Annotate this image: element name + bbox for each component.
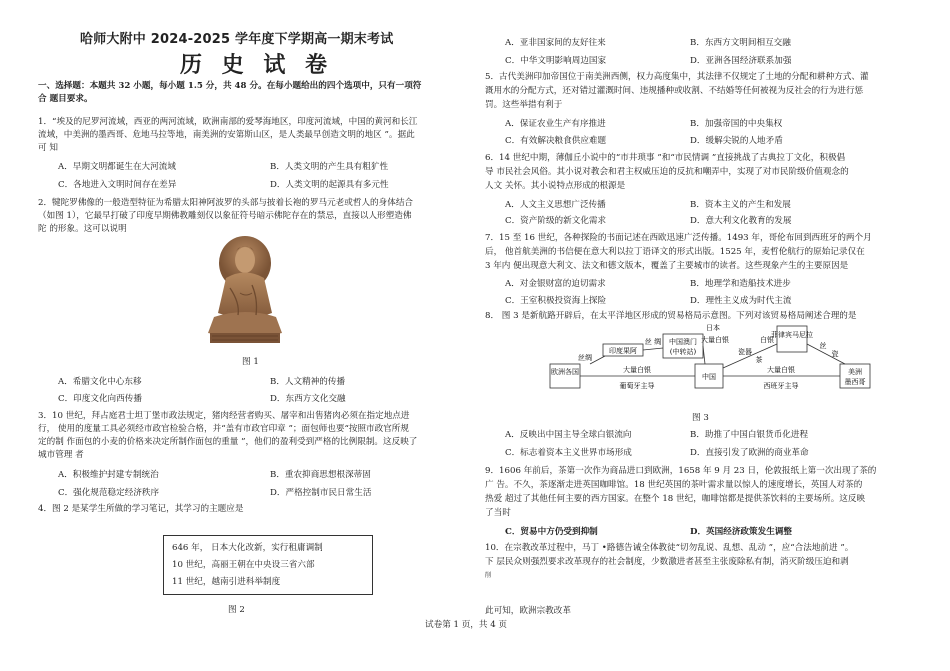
q7-line: 后， 他首航美洲的书信便在意大利以拉丁语译文的形式出版。1525 年，麦哲伦航行的原始记录仅在 bbox=[485, 247, 865, 257]
q1-line: 可 知 bbox=[38, 143, 58, 153]
page-footer: 试卷第 1 页，共 4 页 bbox=[425, 620, 508, 630]
section1-instructions-line2: 合 题目要求。 bbox=[38, 94, 93, 104]
q8-option-a[interactable]: A．反映出中国主导全球白银流向 bbox=[505, 430, 632, 440]
label-silver-flow2: 大量白银 bbox=[767, 366, 795, 374]
q5-option-a[interactable]: A．保证农业生产有序推进 bbox=[505, 119, 606, 129]
notes-line: 10 世纪，高丽王朝在中央设三省六部 bbox=[172, 560, 315, 570]
label-route-es: 西班牙主导 bbox=[763, 382, 799, 390]
label-porcelain: 瓷器 bbox=[738, 348, 752, 356]
q7-option-a[interactable]: A．对金银财富的迫切需求 bbox=[505, 279, 606, 289]
label-porcelain2: 瓷 bbox=[831, 350, 839, 358]
notes-line: 646 年， 日本大化改新，实行租庸调制 bbox=[172, 543, 323, 553]
q5-line: 罚。这些举措有利于 bbox=[485, 100, 563, 110]
q1-option-c[interactable]: C．各地进入文明时间存在差异 bbox=[58, 180, 177, 190]
figure2-notes-box bbox=[163, 535, 373, 595]
section1-instructions-line1: 一、选择题：本题共 32 小题，每小题 1.5 分，共 48 分。在每小题给出的四个选项中，只有一项符 bbox=[38, 81, 422, 91]
q9-option-c[interactable]: C．贸易中方仍受到抑制 bbox=[505, 527, 598, 537]
label-silver-flow: 大量白银 bbox=[623, 366, 651, 374]
q3-line: 定的制 作面包的小麦的价格来决定所制作面包的重量 ”，他们的盈利受到严格的比例限制。这反映了 bbox=[38, 437, 418, 447]
q8-option-b[interactable]: B．助推了中国白银货币化进程 bbox=[690, 430, 809, 440]
q5-option-c[interactable]: C．有效解决粮食供应难题 bbox=[505, 136, 607, 146]
label-india-goa: 印度果阿 bbox=[609, 347, 637, 355]
q2-line: （如图 1），它最早打破了印度早期佛教雕刻仅以象征符号暗示佛陀存在的禁忌，直接以人形塑造佛 bbox=[38, 211, 412, 221]
q7-option-d[interactable]: D．理性主义成为时代主流 bbox=[690, 296, 792, 306]
q2-option-d[interactable]: D．东西方文化交融 bbox=[270, 394, 346, 404]
q5-line: 溉用水的分配方式，还对错过灌溉时间、违规播种或收割、不结婚等任何被视为反社会的行为进行惩 bbox=[485, 86, 864, 96]
subject-title: 历 史 试 卷 bbox=[180, 52, 333, 78]
q3-option-a[interactable]: A．积极维护封建专制统治 bbox=[58, 470, 159, 480]
figure1-caption: 图 1 bbox=[242, 357, 259, 367]
trade-pattern-diagram bbox=[545, 322, 875, 402]
label-europe: 欧洲各国 bbox=[551, 368, 579, 376]
q4-line: 4．图 2 是某学生所做的学习笔记，其学习的主题应是 bbox=[38, 504, 244, 514]
box-manila bbox=[777, 326, 807, 352]
q3-option-d[interactable]: D．严格控制市民日常生活 bbox=[270, 488, 372, 498]
label-route-pt: 葡萄牙主导 bbox=[619, 382, 655, 390]
q8-line: 8． 图 3 是新航路开辟后，在太平洋地区形成的贸易格局示意图。下列对该贸易格局阐述合理的是 bbox=[485, 311, 857, 321]
q5-option-d[interactable]: D．缓解尖锐的人地矛盾 bbox=[690, 136, 783, 146]
q9-line: 广 告。不久，茶逐渐走进英国咖啡馆。18 世纪英国的茶叶需求量以惊人的速度增长，英国人对茶的 bbox=[485, 480, 863, 490]
q3-option-b[interactable]: B．重农抑商思想根深蒂固 bbox=[270, 470, 371, 480]
figure2-caption: 图 2 bbox=[228, 605, 245, 615]
q6-line: 导 市民社会风俗。其小说对教会和君主权威压迫的反抗和嘲弄中，实现了对市民阶级价值观念的 bbox=[485, 167, 849, 177]
q5-line: 5．古代美洲印加帝国位于南美洲西侧，权力高度集中，其法律不仅规定了土地的分配和耕种方式、灌 bbox=[485, 72, 869, 82]
q10-line: 削 bbox=[485, 572, 492, 579]
q9-line: 了当时 bbox=[485, 508, 511, 518]
q1-line: 1．“埃及的尼罗河流域，西亚的两河流域，欧洲南部的爱琴海地区，印度河流域，中国的黄河和长江 bbox=[38, 117, 418, 127]
q7-line: 7．15 至 16 世纪，各种探险的书面记述在西欧迅速广泛传播。1493 年，哥伦布回到西班牙的两个月 bbox=[485, 233, 872, 243]
school-header: 哈师大附中 2024-2025 学年度下学期高一期末考试 bbox=[80, 32, 394, 47]
label-mexico: 墨西哥 bbox=[844, 378, 866, 386]
q7-option-c[interactable]: C．王室积极投资海上探险 bbox=[505, 296, 607, 306]
q3-line: 城市管理 者 bbox=[38, 450, 84, 460]
label-macau: 中国澳门 bbox=[669, 338, 697, 346]
q6-option-c[interactable]: C．资产阶级的新文化需求 bbox=[505, 216, 607, 226]
label-macau-sub: (中转站) bbox=[669, 348, 697, 356]
label-americas: 美洲 bbox=[848, 368, 862, 376]
q3-line: 3．10 世纪，拜占庭君士坦丁堡市政法规定，猪肉经营者购买、屠宰和出售猪肉必须在指定地点进 bbox=[38, 411, 410, 421]
q3-option-c[interactable]: C．强化规范稳定经济秩序 bbox=[58, 488, 160, 498]
label-silver-big: 大量白银 bbox=[701, 336, 729, 344]
gandhara-buddha-image bbox=[200, 233, 290, 345]
q7-line: 3 年内 便出现意大利文、法文和德文版本，覆盖了主要城市的读者。这些现象产生的主要原因是 bbox=[485, 261, 849, 271]
label-japan: 日本 bbox=[706, 324, 720, 332]
q6-option-d[interactable]: D．意大利文化教育的发展 bbox=[690, 216, 792, 226]
q9-line: 9．1606 年前后，茶第一次作为商品进口到欧洲，1658 年 9 月 23 日，伦敦报纸上第一次出现了茶的 bbox=[485, 466, 877, 476]
q9-option-d[interactable]: D．英国经济政策发生调整 bbox=[690, 527, 792, 537]
q10-line: 下 层民众则强烈要求改革现存的社会制度，少数激进者甚至主张废除私有制，消灭阶级压迫和剥 bbox=[485, 557, 849, 567]
q2-line: 2．犍陀罗佛像的一般造型特征为希腊太阳神阿波罗的头部与披着长袍的罗马元老或哲人的身体结合 bbox=[38, 198, 414, 208]
label-silk2: 丝绸 bbox=[578, 354, 592, 362]
q6-option-a[interactable]: A．人文主义思想广泛传播 bbox=[505, 200, 606, 210]
q4-option-a[interactable]: A．亚非国家间的友好往来 bbox=[505, 38, 606, 48]
q2-option-a[interactable]: A．希腊文化中心东移 bbox=[58, 377, 142, 387]
q4-option-b[interactable]: B．东西方文明间相互交融 bbox=[690, 38, 791, 48]
label-tea: 茶 bbox=[755, 356, 763, 364]
label-manila: 菲律宾马尼拉 bbox=[771, 331, 813, 339]
q9-line: 热爱 超过了其他任何主要的西方国家。在整个 18 世纪，咖啡馆都是提供茶饮料的主要场所。这反映 bbox=[485, 494, 866, 504]
q2-option-c[interactable]: C．印度文化向西传播 bbox=[58, 394, 142, 404]
q8-option-d[interactable]: D．直接引发了欧洲的商业革命 bbox=[690, 448, 809, 458]
q6-line: 人文 关怀。其小说特点形成的根源是 bbox=[485, 181, 626, 191]
q1-option-d[interactable]: D．人类文明的起源具有多元性 bbox=[270, 180, 389, 190]
q10-line: 10．在宗教改革过程中，马丁 •路德告诫全体教徒“切勿乱说、乱想、乱动 ”，应“合法地前进 ”。 bbox=[485, 543, 854, 553]
label-silk3: 丝 bbox=[819, 342, 827, 350]
q10-tail: 此可知，欧洲宗教改革 bbox=[485, 606, 571, 616]
q6-line: 6．14 世纪中期，薄伽丘小说中的“市井琐事 ”和“市民情调 ”直接挑战了古典拉丁文化，积极倡 bbox=[485, 153, 846, 163]
label-silver: 白银 bbox=[760, 336, 774, 344]
q2-option-b[interactable]: B．人文精神的传播 bbox=[270, 377, 346, 387]
q8-option-c[interactable]: C．标志着资本主义世界市场形成 bbox=[505, 448, 632, 458]
q1-option-a[interactable]: A．早期文明都诞生在大河流域 bbox=[58, 162, 176, 172]
q7-option-b[interactable]: B．地理学和造船技术进步 bbox=[690, 279, 791, 289]
q4-option-d[interactable]: D．亚洲各国经济联系加强 bbox=[690, 56, 792, 66]
label-silk: 丝 绸 bbox=[644, 338, 662, 346]
q1-option-b[interactable]: B．人类文明的产生具有粗犷性 bbox=[270, 162, 389, 172]
label-china: 中国 bbox=[702, 373, 716, 381]
q1-line: 流域，中美洲的墨西哥、危地马拉等地，南美洲的安第斯山区，是人类最早创造文明的地区 ”。据此 bbox=[38, 130, 415, 140]
figure3-caption: 图 3 bbox=[692, 413, 709, 423]
q4-option-c[interactable]: C．中华文明影响周边国家 bbox=[505, 56, 607, 66]
q2-line: 陀 的形象。这可以说明 bbox=[38, 224, 127, 234]
notes-line: 11 世纪，越南引进科举制度 bbox=[172, 577, 281, 587]
q3-line: 行， 使用的度量工具必须经市政官检验合格，并“盖有市政官印章 ”；面包师也要“按照市政官所规 bbox=[38, 424, 409, 434]
q5-option-b[interactable]: B．加强帝国的中央集权 bbox=[690, 119, 783, 129]
q6-option-b[interactable]: B．资本主义的产生和发展 bbox=[690, 200, 791, 210]
